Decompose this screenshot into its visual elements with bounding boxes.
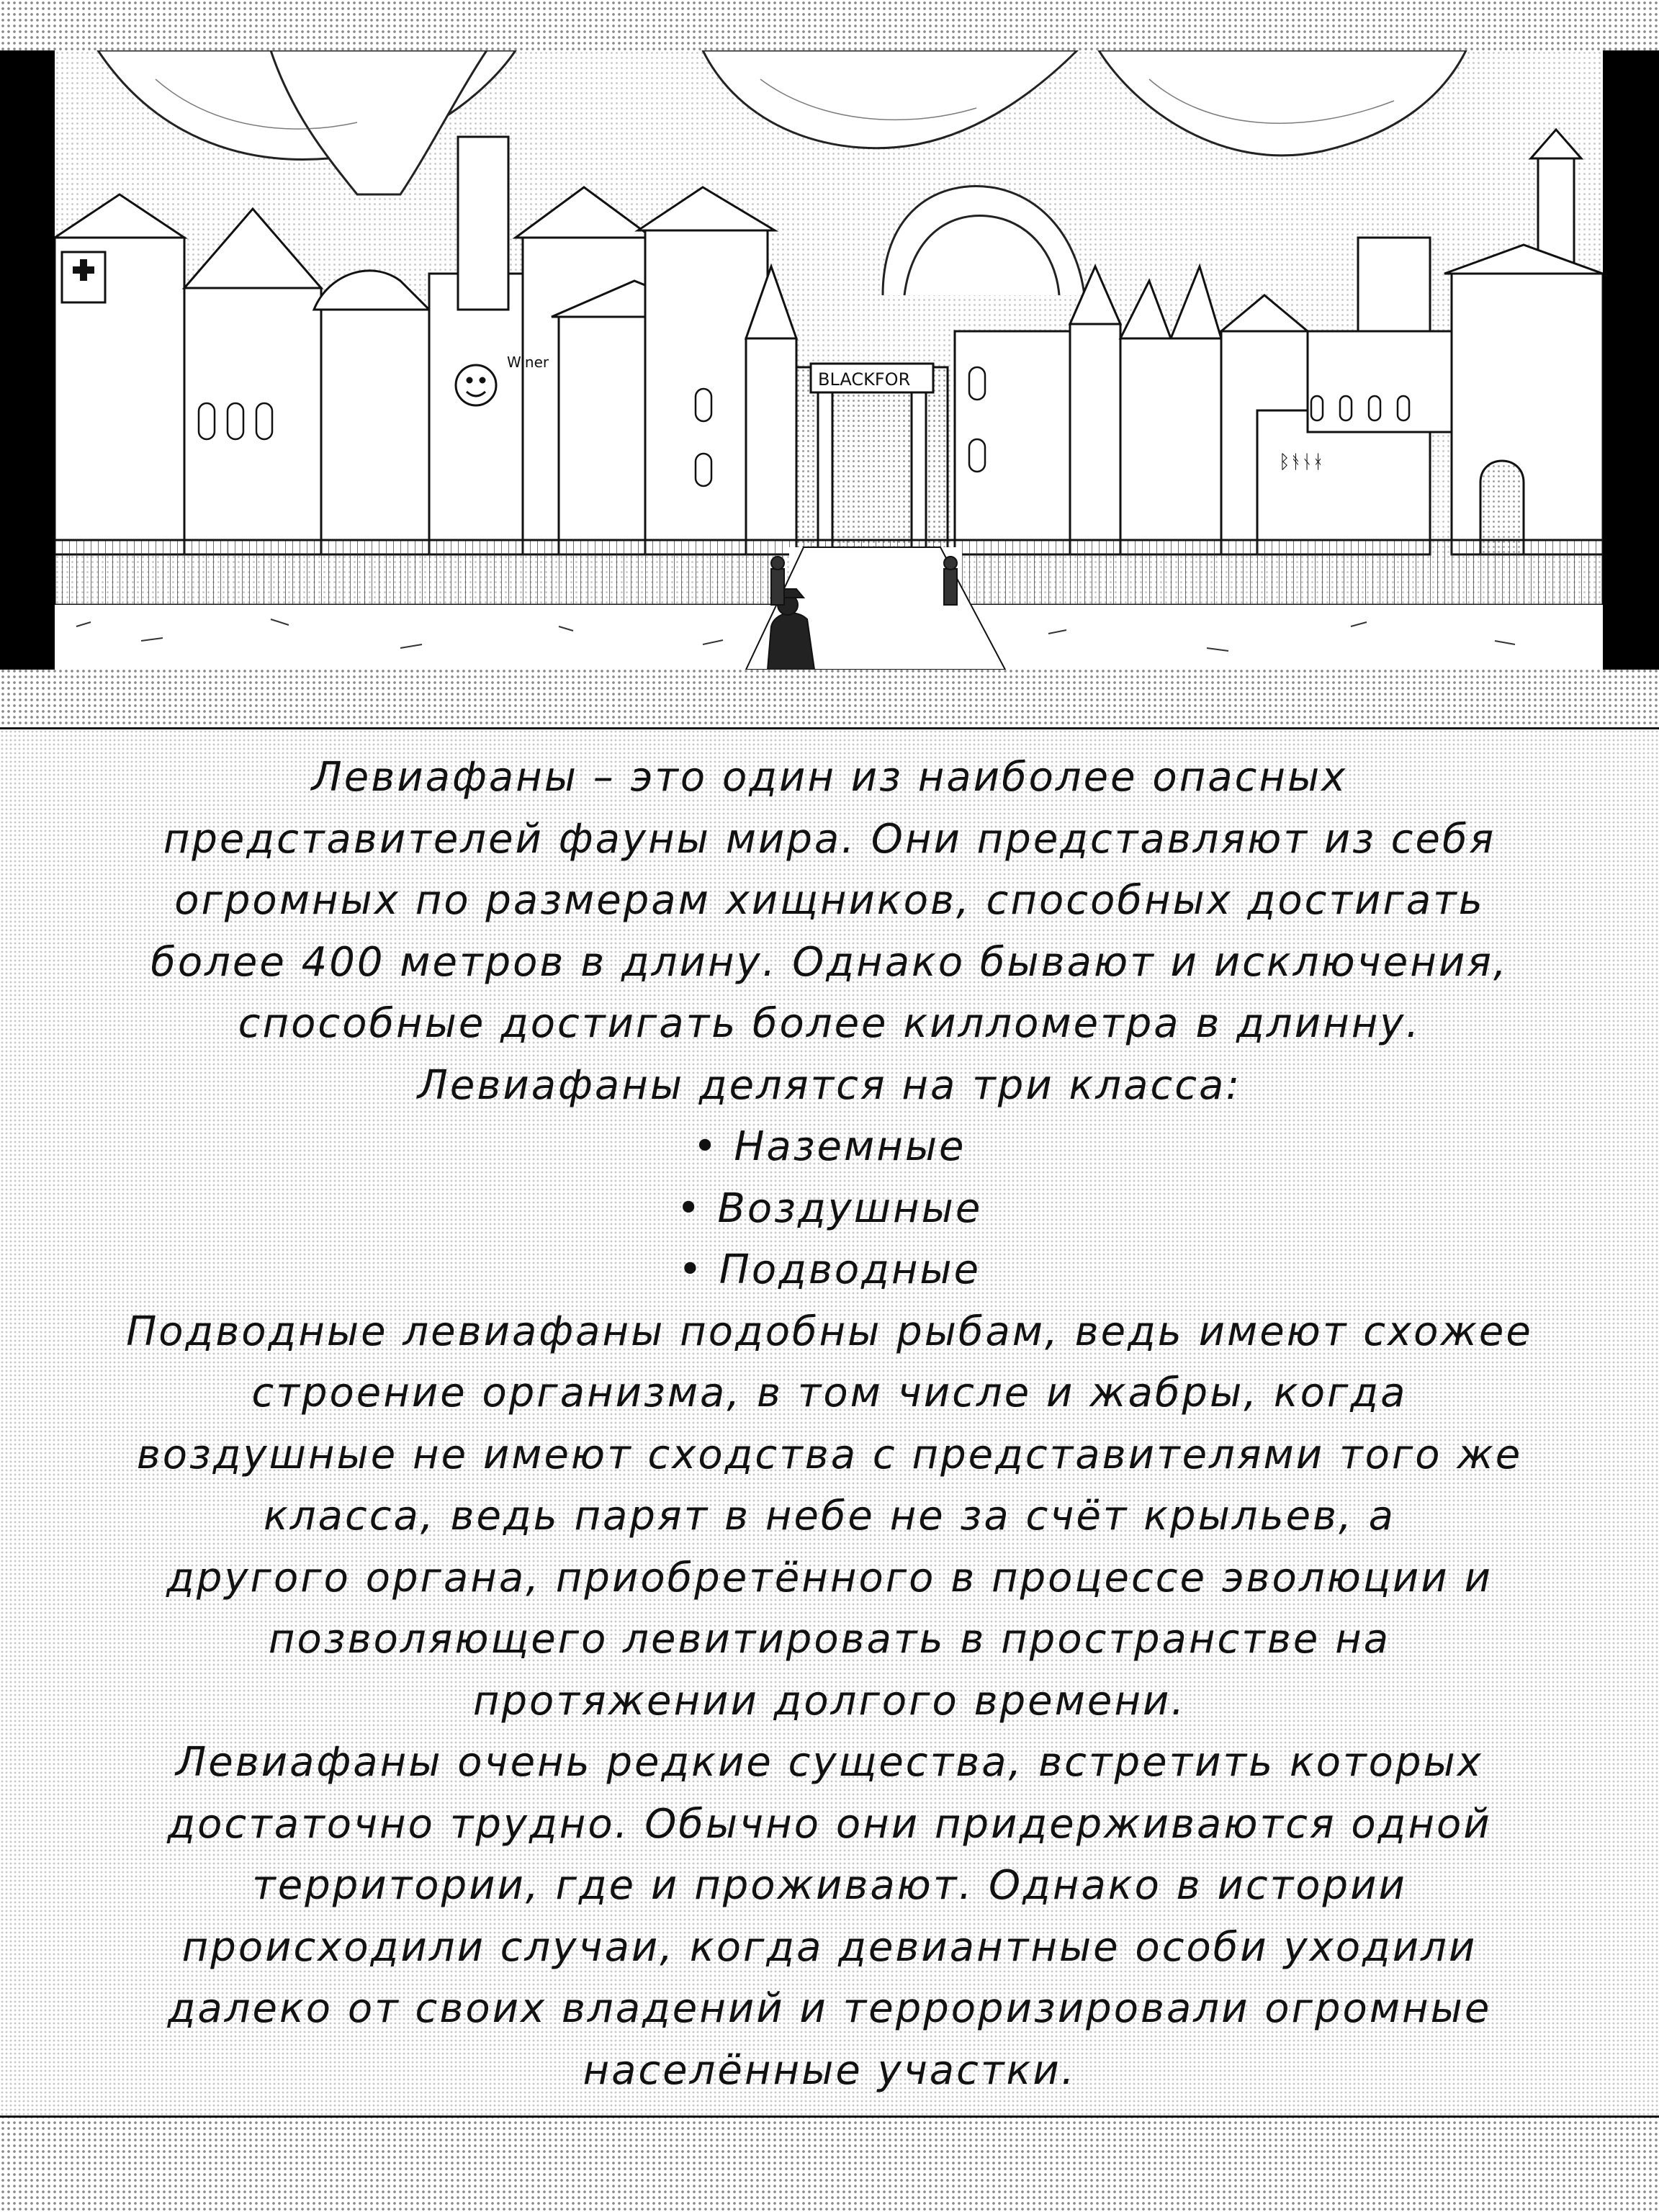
text-line: более 400 метров в длину. Однако бывают и исключения, xyxy=(150,938,1509,986)
text-line: строение организма, в том числе и жабры, когда xyxy=(251,1370,1408,1416)
text-line: происходили случаи, когда девиантные особи уходили xyxy=(181,1923,1478,1971)
text-line: представителей фауны мира. Они представляют из себя xyxy=(163,815,1496,863)
list-item: • Воздушные xyxy=(676,1184,983,1232)
text-line: населённые участки. xyxy=(583,2046,1076,2094)
text-line: класса, ведь парят в небе не за счёт крыльев, а xyxy=(264,1493,1395,1539)
text-line: протяжении долгого времени. xyxy=(472,1677,1187,1725)
text-line: достаточно трудно. Обычно они придерживаются одной xyxy=(167,1800,1492,1848)
text-line: воздушные не имеют сходства с представителями того же xyxy=(136,1431,1523,1478)
text-line: позволяющего левитировать в пространстве на xyxy=(268,1616,1391,1663)
list-item: • Подводные xyxy=(678,1246,981,1293)
illustration-panel xyxy=(0,50,1659,670)
description-box xyxy=(0,727,1659,2118)
text-line: Левиафаны очень редкие существа, встретить которых xyxy=(176,1739,1483,1786)
smiley-graffiti xyxy=(456,365,496,405)
text-line: Левиафаны – это один из наиболее опасных xyxy=(311,754,1348,801)
rune-sign: ᛒᚬᚾᚼ xyxy=(1279,451,1324,473)
town-gate xyxy=(796,364,948,554)
text-line: другого органа, приобретённого в процессе эволюции и xyxy=(166,1554,1493,1601)
text-line: Левиафаны делятся на три класса: xyxy=(417,1061,1242,1109)
text-line: территории, где и проживают. Однако в истории xyxy=(252,1862,1407,1909)
list-item: • Наземные xyxy=(693,1123,966,1170)
town-drawing xyxy=(55,50,1603,670)
text-line: далеко от своих владений и терроризировали огромные xyxy=(167,1985,1492,2032)
gate-sign: BLACKFOR xyxy=(818,369,911,390)
text-line: огромных по размерам хищников, способных достигать xyxy=(174,877,1485,924)
town-illustration xyxy=(55,50,1603,670)
text-line: способные достигать более киллометра в длинну. xyxy=(238,1000,1421,1047)
shop-sign: Winer xyxy=(507,354,549,371)
text-line: Подводные левиафаны подобны рыбам, ведь имеют схожее xyxy=(126,1308,1533,1355)
leviathan-description xyxy=(22,747,1637,2101)
